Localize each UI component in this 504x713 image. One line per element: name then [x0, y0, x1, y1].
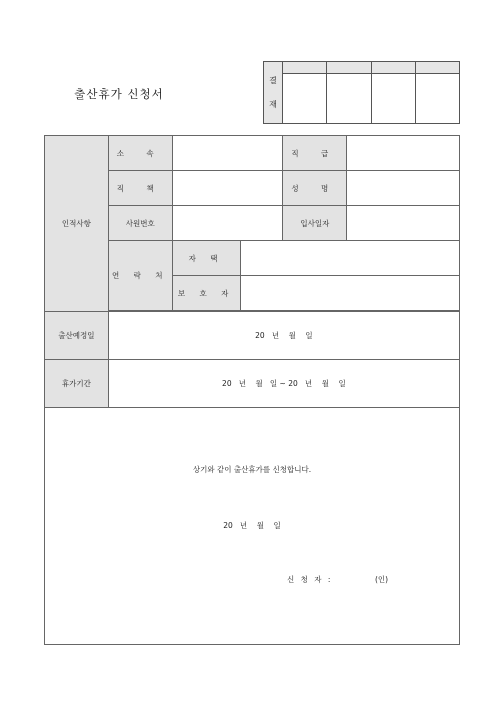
seal-mark: (인) [375, 575, 389, 584]
position-field[interactable] [172, 171, 283, 206]
employee-no-label: 사원번호 [108, 206, 172, 241]
statement-area [45, 408, 460, 645]
form-title: 출산휴가 신청서 [74, 87, 164, 101]
approval-sign-cell[interactable] [415, 74, 459, 124]
name-field[interactable] [347, 171, 460, 206]
join-date-label: 입사일자 [283, 206, 347, 241]
position-label: 직 책 [108, 171, 172, 206]
name-label: 성 명 [283, 171, 347, 206]
due-date-label: 출산예정일 [45, 312, 109, 360]
contact-label: 연 락 처 [108, 241, 172, 311]
rank-field[interactable] [347, 136, 460, 171]
home-phone-field[interactable] [240, 241, 459, 276]
approval-label-top: 결 [269, 75, 277, 85]
leave-period-label: 휴가기간 [45, 360, 109, 408]
leave-period-field[interactable]: 20 년 월 일 ~ 20 년 월 일 [108, 360, 459, 408]
applicant-label: 신 청 자 : [287, 575, 333, 584]
approval-sign-cell[interactable] [327, 74, 371, 124]
affiliation-label: 소 속 [108, 136, 172, 171]
approval-header-cell [371, 62, 415, 74]
personal-info-label: 인적사항 [45, 136, 109, 312]
join-date-field[interactable] [347, 206, 460, 241]
approval-box [263, 61, 460, 124]
statement-date: 20 년 월 일 [223, 521, 281, 530]
approval-label-bottom: 재 [269, 99, 277, 109]
approval-sign-cell[interactable] [283, 74, 327, 124]
approval-header-cell [283, 62, 327, 74]
due-date-field[interactable]: 20 년 월 일 [108, 312, 459, 360]
guardian-label: 보 호 자 [172, 276, 240, 311]
approval-label [264, 62, 283, 124]
guardian-phone-field[interactable] [240, 276, 459, 311]
approval-header-cell [327, 62, 371, 74]
rank-label: 직 급 [283, 136, 347, 171]
leave-form-table [44, 135, 460, 645]
employee-no-field[interactable] [172, 206, 283, 241]
approval-sign-cell[interactable] [371, 74, 415, 124]
home-label: 자 택 [172, 241, 240, 276]
approval-header-cell [415, 62, 459, 74]
affiliation-field[interactable] [172, 136, 283, 171]
statement-text: 상기와 같이 출산휴가를 신청합니다. [192, 465, 312, 474]
